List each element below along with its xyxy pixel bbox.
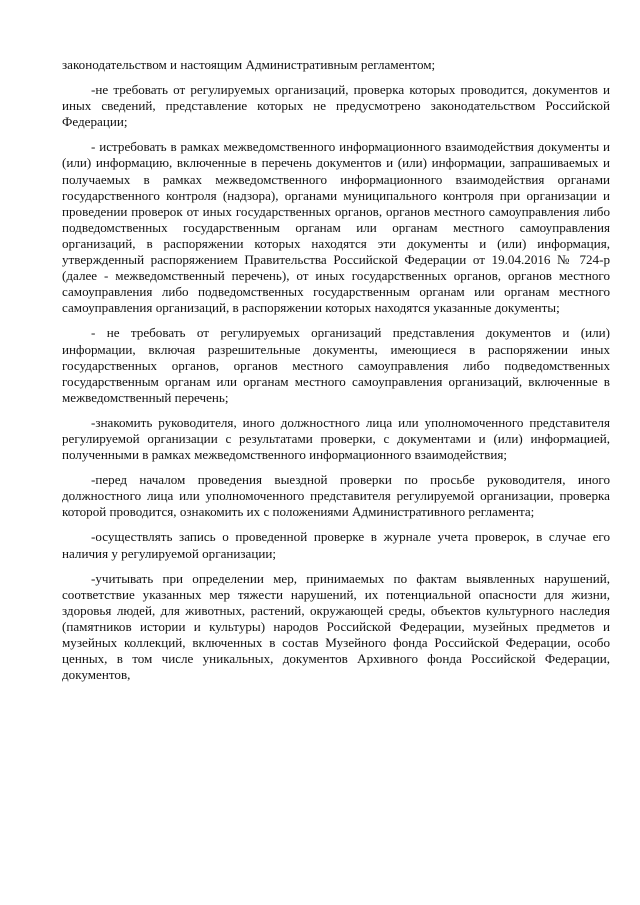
paragraph-before-onsite-inspection: -перед началом проведения выездной проверки по просьбе руководителя, иного должностного лица или уполномоченного представителя регулируемой организации, проверка которой проводится, ознакомить их с положениями Административного регламента;: [62, 472, 610, 520]
paragraph-familiarize-results: -знакомить руководителя, иного должностного лица или уполномоченного представителя регулируемой организации с результатами проверки, с документами и (или) информацией, полученными в рамках межведомственного информационного взаимодействия;: [62, 414, 610, 463]
document-body: [62, 57, 610, 692]
paragraph-continuation: законодательством и настоящим Административным регламентом;: [62, 57, 436, 72]
paragraph-request-interagency: - истребовать в рамках межведомственного информационного взаимодействия документы и (или) информацию, включенные в перечень документов и (или) информации, запрашиваемых и получаемых в рамках межведомственного информационного взаимодействия органами государственного контроля (надзора), органами муниципального контроля при организации и проведении проверок от иных государственных органов, органов местного самоуправления либо подведомственных государственным органам или органам местного самоуправления организаций, в распоряжении которых находятся эти документы и (или) информация, утвержденный распоряжением Правительства Российской Федерации от 19.04.2016 № 724-р (далее - межведомственный перечень), от иных государственных органов, органов местного самоуправления либо подведомственных государственным органам или органам местного самоуправления организаций, в распоряжении которых находятся указанные документы;: [62, 139, 610, 316]
paragraph-consider-measures: -учитывать при определении мер, принимаемых по фактам выявленных нарушений, соответствие указанных мер тяжести нарушений, их потенциальной опасности для жизни, здоровья людей, для животных, растений, окружающей среды, объектов культурного наследия (памятников истории и культуры) народов Российской Федерации, музейных предметов и музейных коллекций, включенных в состав Музейного фонда Российской Федерации, особо ценных, в том числе уникальных, документов Архивного фонда Российской Федерации, документов,: [62, 570, 610, 683]
paragraph-not-require-documents: -не требовать от регулируемых организаций, проверка которых проводится, документов и иных сведений, представление которых не предусмотрено законодательством Российской Федерации;: [62, 82, 610, 130]
paragraph-not-require-permits: - не требовать от регулируемых организаций представления документов и (или) информации, включая разрешительные документы, имеющиеся в распоряжении иных государственных органов, органов местного самоуправления либо подведомственных государственным органам или органам местного самоуправления организаций, включенные в межведомственный перечень;: [62, 325, 610, 405]
paragraph-journal-record: -осуществлять запись о проведенной проверке в журнале учета проверок, в случае его наличия у регулируемой организации;: [62, 529, 610, 561]
